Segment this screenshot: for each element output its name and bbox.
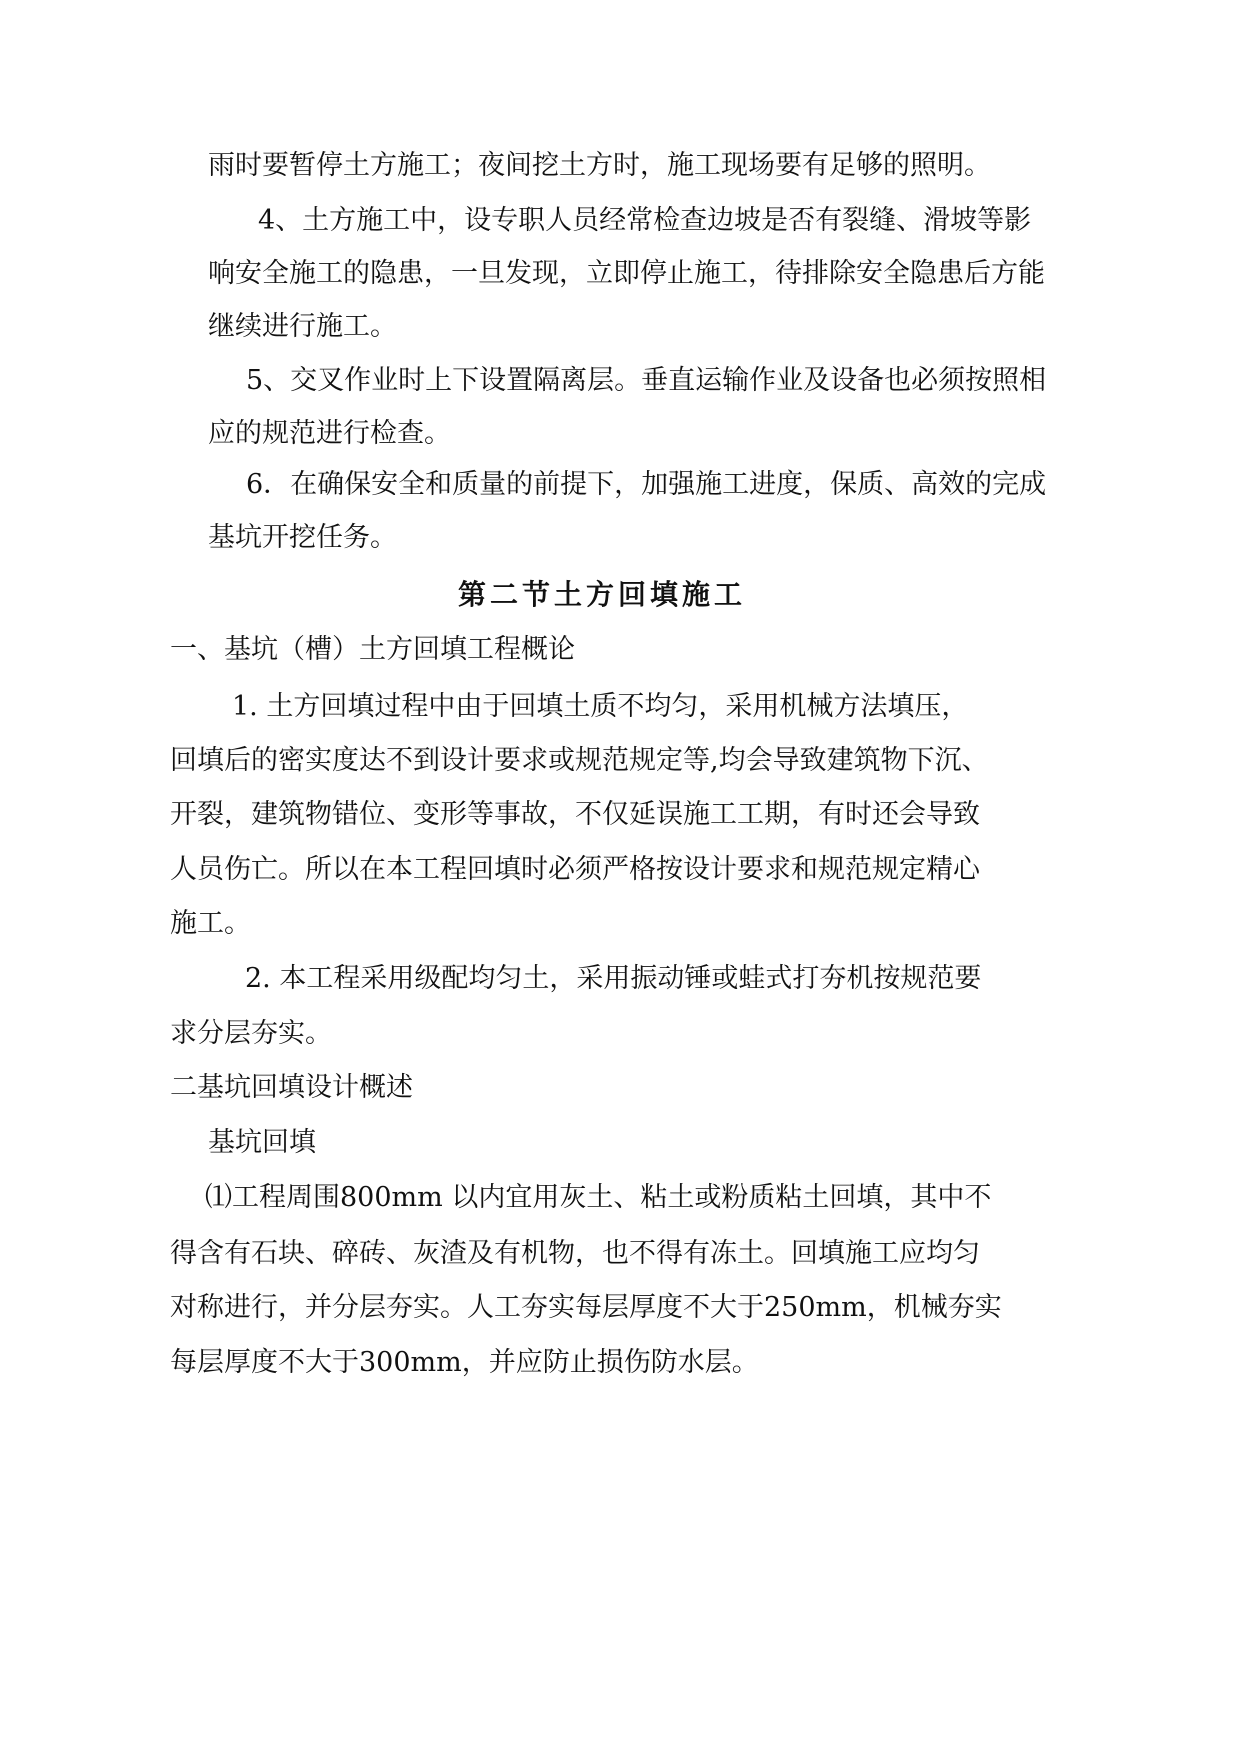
part-1-paragraph-2-line-2: 求分层夯实。 <box>170 1018 332 1049</box>
list-item-5-line-2: 应的规范进行检查。 <box>208 418 451 449</box>
list-item-6-line-1: 6．在确保安全和质量的前提下，加强施工进度，保质、高效的完成 <box>246 469 1047 500</box>
part-1-paragraph-2-line-1: 2. 本工程采用级配均匀土，采用振动锤或蛙式打夯机按规范要 <box>245 963 982 994</box>
list-item-6-line-2: 基坑开挖任务。 <box>208 522 397 553</box>
part-1-paragraph-1-line-2: 回填后的密实度达不到设计要求或规范规定等,均会导致建筑物下沉、 <box>170 745 989 776</box>
section-title: 第二节土方回填施工 <box>458 578 747 611</box>
part-2-paragraph-line-1: ⑴工程周围800mm 以内宜用灰土、粘土或粉质粘土回填，其中不 <box>205 1182 992 1213</box>
part-1-paragraph-1-line-3: 开裂，建筑物错位、变形等事故，不仅延误施工工期，有时还会导致 <box>170 799 980 830</box>
list-item-5-line-1: 5、交叉作业时上下设置隔离层。垂直运输作业及设备也必须按照相 <box>246 365 1047 396</box>
paragraph-line: 雨时要暂停土方施工；夜间挖土方时，施工现场要有足够的照明。 <box>208 150 991 181</box>
part-1-paragraph-1-line-4: 人员伤亡。所以在本工程回填时必须严格按设计要求和规范规定精心 <box>170 854 980 885</box>
part-1-paragraph-1-line-5: 施工。 <box>170 908 251 939</box>
part-2-paragraph-line-4: 每层厚度不大于300mm，并应防止损伤防水层。 <box>170 1347 759 1378</box>
part-1-paragraph-1-line-1: 1. 土方回填过程中由于回填土质不均匀，采用机械方法填压， <box>232 691 969 722</box>
part-2-subheading: 基坑回填 <box>208 1127 316 1158</box>
part-2-paragraph-line-2: 得含有石块、碎砖、灰渣及有机物，也不得有冻土。回填施工应均匀 <box>170 1238 980 1269</box>
part-2-paragraph-line-3: 对称进行，并分层夯实。人工夯实每层厚度不大于250mm，机械夯实 <box>170 1292 1002 1323</box>
list-item-4-line-3: 继续进行施工。 <box>208 311 397 342</box>
part-2-heading: 二基坑回填设计概述 <box>170 1072 413 1103</box>
list-item-4-line-1: 4、土方施工中，设专职人员经常检查边坡是否有裂缝、滑坡等影 <box>258 205 1032 236</box>
part-1-heading: 一、基坑（槽）土方回填工程概论 <box>170 634 575 665</box>
list-item-4-line-2: 响安全施工的隐患，一旦发现，立即停止施工，待排除安全隐患后方能 <box>208 258 1045 289</box>
